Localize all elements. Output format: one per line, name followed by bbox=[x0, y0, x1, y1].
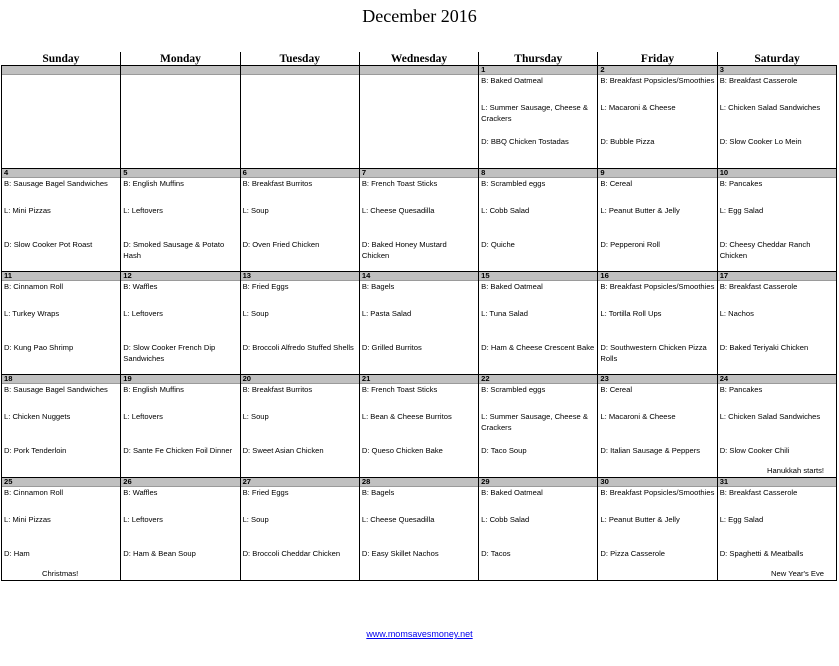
day-cell bbox=[240, 375, 359, 478]
day-number: 26 bbox=[121, 478, 239, 487]
day-number: 17 bbox=[718, 272, 836, 281]
day-number: 7 bbox=[360, 169, 478, 178]
lunch-entry: L: Nachos bbox=[719, 309, 754, 318]
dinner-entry: D: Broccoli Cheddar Chicken bbox=[242, 549, 341, 558]
lunch-entry: L: Summer Sausage, Cheese & Crackers bbox=[481, 412, 588, 432]
breakfast-entry: B: French Toast Sticks bbox=[361, 179, 438, 188]
lunch-entry: L: Pasta Salad bbox=[361, 309, 412, 318]
dinner-entry: D: Queso Chicken Bake bbox=[361, 446, 443, 455]
dinner-entry: D: Quiche bbox=[481, 240, 515, 249]
breakfast-entry: B: Bagels bbox=[361, 488, 395, 497]
lunch-entry: L: Tuna Salad bbox=[481, 309, 528, 318]
day-number: 21 bbox=[360, 375, 478, 384]
dinner-entry: D: Sweet Asian Chicken bbox=[242, 446, 324, 455]
lunch-entry: L: Soup bbox=[242, 515, 269, 524]
day-number: 25 bbox=[2, 478, 120, 487]
weekday-tuesday: Tuesday bbox=[240, 52, 359, 66]
day-cell bbox=[240, 66, 359, 169]
breakfast-entry: B: Breakfast Casserole bbox=[719, 76, 798, 85]
day-cell bbox=[240, 478, 359, 581]
day-number: 6 bbox=[241, 169, 359, 178]
weekday-sunday: Sunday bbox=[2, 52, 121, 66]
calendar-week-row bbox=[2, 478, 837, 581]
dinner-entry: D: Easy Skillet Nachos bbox=[361, 549, 439, 558]
lunch-entry: L: Leftovers bbox=[123, 412, 163, 421]
day-cell bbox=[598, 66, 717, 169]
breakfast-entry: B: Pancakes bbox=[719, 179, 763, 188]
calendar-week-row bbox=[2, 272, 837, 375]
dinner-entry: D: Taco Soup bbox=[481, 446, 527, 455]
dinner-entry: D: BBQ Chicken Tostadas bbox=[481, 137, 569, 146]
day-cell bbox=[240, 272, 359, 375]
day-cell bbox=[359, 169, 478, 272]
weekday-wednesday: Wednesday bbox=[359, 52, 478, 66]
lunch-entry: L: Leftovers bbox=[123, 309, 163, 318]
lunch-entry: L: Mini Pizzas bbox=[4, 206, 51, 215]
lunch-entry: L: Bean & Cheese Burritos bbox=[361, 412, 452, 421]
day-cell bbox=[359, 66, 478, 169]
day-cell bbox=[598, 375, 717, 478]
day-number: 10 bbox=[718, 169, 836, 178]
breakfast-entry: B: Cinnamon Roll bbox=[4, 488, 64, 497]
breakfast-entry: B: Baked Oatmeal bbox=[481, 488, 543, 497]
lunch-entry: L: Egg Salad bbox=[719, 515, 764, 524]
breakfast-entry: B: Bagels bbox=[361, 282, 395, 291]
day-cell bbox=[359, 272, 478, 375]
day-cell bbox=[717, 478, 836, 581]
day-cell bbox=[121, 169, 240, 272]
breakfast-entry: B: Cinnamon Roll bbox=[4, 282, 64, 291]
breakfast-entry: B: Scrambled eggs bbox=[481, 179, 546, 188]
breakfast-entry: B: Breakfast Burritos bbox=[242, 179, 313, 188]
day-number: 16 bbox=[598, 272, 716, 281]
breakfast-entry: B: Cereal bbox=[600, 179, 633, 188]
weekday-monday: Monday bbox=[121, 52, 240, 66]
day-cell bbox=[2, 66, 121, 169]
day-cell bbox=[717, 169, 836, 272]
dinner-entry: D: Italian Sausage & Peppers bbox=[600, 446, 701, 455]
breakfast-entry: B: Baked Oatmeal bbox=[481, 282, 543, 291]
lunch-entry: L: Cheese Quesadilla bbox=[361, 206, 435, 215]
day-cell bbox=[717, 66, 836, 169]
day-cell bbox=[359, 375, 478, 478]
day-number: 3 bbox=[718, 66, 836, 75]
holiday-note: Christmas! bbox=[42, 569, 79, 578]
day-cell bbox=[598, 478, 717, 581]
day-number: 29 bbox=[479, 478, 597, 487]
lunch-entry: L: Soup bbox=[242, 412, 269, 421]
day-number: 14 bbox=[360, 272, 478, 281]
dinner-entry: D: Kung Pao Shrimp bbox=[4, 343, 74, 352]
dinner-entry: D: Slow Cooker Chili bbox=[719, 446, 790, 455]
lunch-entry: L: Tortilla Roll Ups bbox=[600, 309, 662, 318]
dinner-entry: D: Grilled Burritos bbox=[361, 343, 422, 352]
breakfast-entry: B: Breakfast Popsicles/Smoothies bbox=[600, 282, 715, 291]
dinner-entry: D: Sante Fe Chicken Foil Dinner bbox=[123, 446, 233, 455]
day-number: 31 bbox=[718, 478, 836, 487]
lunch-entry: L: Leftovers bbox=[123, 206, 163, 215]
dinner-entry: D: Baked Teriyaki Chicken bbox=[719, 343, 809, 352]
day-number: 20 bbox=[241, 375, 359, 384]
breakfast-entry: B: Breakfast Casserole bbox=[719, 488, 798, 497]
dinner-entry: D: Southwestern Chicken Pizza Rolls bbox=[600, 343, 707, 363]
day-number bbox=[2, 66, 120, 75]
day-number: 8 bbox=[479, 169, 597, 178]
day-cell bbox=[2, 169, 121, 272]
breakfast-entry: B: Waffles bbox=[123, 488, 158, 497]
lunch-entry: L: Macaroni & Cheese bbox=[600, 412, 676, 421]
breakfast-entry: B: Breakfast Popsicles/Smoothies bbox=[600, 488, 715, 497]
day-cell bbox=[240, 169, 359, 272]
day-cell bbox=[479, 478, 598, 581]
calendar-week-row bbox=[2, 169, 837, 272]
day-number: 15 bbox=[479, 272, 597, 281]
day-cell bbox=[717, 272, 836, 375]
holiday-note: Hanukkah starts! bbox=[767, 466, 824, 475]
breakfast-entry: B: French Toast Sticks bbox=[361, 385, 438, 394]
lunch-entry: L: Chicken Nuggets bbox=[4, 412, 71, 421]
day-cell bbox=[121, 272, 240, 375]
day-number: 9 bbox=[598, 169, 716, 178]
day-number: 24 bbox=[718, 375, 836, 384]
breakfast-entry: B: English Muffins bbox=[123, 385, 184, 394]
footer bbox=[0, 629, 839, 639]
dinner-entry: D: Cheesy Cheddar Ranch Chicken bbox=[719, 240, 811, 260]
lunch-entry: L: Chicken Salad Sandwiches bbox=[719, 412, 821, 421]
breakfast-entry: B: Cereal bbox=[600, 385, 633, 394]
breakfast-entry: B: Baked Oatmeal bbox=[481, 76, 543, 85]
breakfast-entry: B: Breakfast Popsicles/Smoothies bbox=[600, 76, 715, 85]
day-cell bbox=[717, 375, 836, 478]
lunch-entry: L: Chicken Salad Sandwiches bbox=[719, 103, 821, 112]
dinner-entry: D: Pepperoni Roll bbox=[600, 240, 660, 249]
dinner-entry: D: Baked Honey Mustard Chicken bbox=[361, 240, 447, 260]
day-number: 12 bbox=[121, 272, 239, 281]
dinner-entry: D: Ham bbox=[4, 549, 30, 558]
breakfast-entry: B: Fried Eggs bbox=[242, 282, 289, 291]
day-number: 5 bbox=[121, 169, 239, 178]
calendar-week-row bbox=[2, 66, 837, 169]
day-cell bbox=[479, 375, 598, 478]
breakfast-entry: B: Fried Eggs bbox=[242, 488, 289, 497]
day-number: 30 bbox=[598, 478, 716, 487]
day-number bbox=[241, 66, 359, 75]
day-number: 2 bbox=[598, 66, 716, 75]
day-cell bbox=[121, 66, 240, 169]
dinner-entry: D: Slow Cooker French Dip Sandwiches bbox=[123, 343, 216, 363]
dinner-entry: D: Ham & Cheese Crescent Bake bbox=[481, 343, 595, 352]
day-number: 19 bbox=[121, 375, 239, 384]
weekday-saturday: Saturday bbox=[717, 52, 836, 66]
day-number: 18 bbox=[2, 375, 120, 384]
day-number bbox=[360, 66, 478, 75]
day-cell bbox=[2, 272, 121, 375]
weekday-header-row bbox=[2, 52, 837, 66]
dinner-entry: D: Ham & Bean Soup bbox=[123, 549, 196, 558]
weekday-friday: Friday bbox=[598, 52, 717, 66]
lunch-entry: L: Leftovers bbox=[123, 515, 163, 524]
dinner-entry: D: Tacos bbox=[481, 549, 511, 558]
website-link[interactable]: www.momsavesmoney.net bbox=[366, 629, 473, 639]
lunch-entry: L: Mini Pizzas bbox=[4, 515, 51, 524]
day-number: 22 bbox=[479, 375, 597, 384]
calendar-grid bbox=[1, 52, 837, 581]
lunch-entry: L: Cheese Quesadilla bbox=[361, 515, 435, 524]
day-cell bbox=[121, 375, 240, 478]
breakfast-entry: B: Scrambled eggs bbox=[481, 385, 546, 394]
breakfast-entry: B: Breakfast Casserole bbox=[719, 282, 798, 291]
day-cell bbox=[479, 169, 598, 272]
dinner-entry: D: Oven Fried Chicken bbox=[242, 240, 320, 249]
day-cell bbox=[479, 272, 598, 375]
lunch-entry: L: Summer Sausage, Cheese & Crackers bbox=[481, 103, 588, 123]
lunch-entry: L: Soup bbox=[242, 206, 269, 215]
calendar-title: December 2016 bbox=[362, 6, 477, 26]
holiday-note: New Year's Eve bbox=[771, 569, 824, 578]
breakfast-entry: B: Waffles bbox=[123, 282, 158, 291]
breakfast-entry: B: Pancakes bbox=[719, 385, 763, 394]
lunch-entry: L: Macaroni & Cheese bbox=[600, 103, 676, 112]
day-number: 28 bbox=[360, 478, 478, 487]
dinner-entry: D: Bubble Pizza bbox=[600, 137, 655, 146]
day-number bbox=[121, 66, 239, 75]
day-cell bbox=[2, 478, 121, 581]
lunch-entry: L: Cobb Salad bbox=[481, 515, 530, 524]
day-number: 11 bbox=[2, 272, 120, 281]
weekday-thursday: Thursday bbox=[479, 52, 598, 66]
calendar-week-row bbox=[2, 375, 837, 478]
day-cell bbox=[598, 169, 717, 272]
lunch-entry: L: Cobb Salad bbox=[481, 206, 530, 215]
day-number: 1 bbox=[479, 66, 597, 75]
day-cell bbox=[359, 478, 478, 581]
lunch-entry: L: Turkey Wraps bbox=[4, 309, 60, 318]
lunch-entry: L: Peanut Butter & Jelly bbox=[600, 515, 680, 524]
day-number: 4 bbox=[2, 169, 120, 178]
day-cell bbox=[479, 66, 598, 169]
breakfast-entry: B: Sausage Bagel Sandwiches bbox=[4, 385, 108, 394]
dinner-entry: D: Smoked Sausage & Potato Hash bbox=[123, 240, 225, 260]
day-cell bbox=[598, 272, 717, 375]
day-number: 27 bbox=[241, 478, 359, 487]
day-cell bbox=[121, 478, 240, 581]
dinner-entry: D: Broccoli Alfredo Stuffed Shells bbox=[242, 343, 354, 352]
lunch-entry: L: Egg Salad bbox=[719, 206, 764, 215]
breakfast-entry: B: English Muffins bbox=[123, 179, 184, 188]
dinner-entry: D: Slow Cooker Lo Mein bbox=[719, 137, 802, 146]
day-cell bbox=[2, 375, 121, 478]
day-number: 13 bbox=[241, 272, 359, 281]
breakfast-entry: B: Breakfast Burritos bbox=[242, 385, 313, 394]
breakfast-entry: B: Sausage Bagel Sandwiches bbox=[4, 179, 108, 188]
day-number: 23 bbox=[598, 375, 716, 384]
lunch-entry: L: Peanut Butter & Jelly bbox=[600, 206, 680, 215]
dinner-entry: D: Slow Cooker Pot Roast bbox=[4, 240, 93, 249]
dinner-entry: D: Pizza Casserole bbox=[600, 549, 665, 558]
dinner-entry: D: Spaghetti & Meatballs bbox=[719, 549, 804, 558]
lunch-entry: L: Soup bbox=[242, 309, 269, 318]
dinner-entry: D: Pork Tenderloin bbox=[4, 446, 67, 455]
